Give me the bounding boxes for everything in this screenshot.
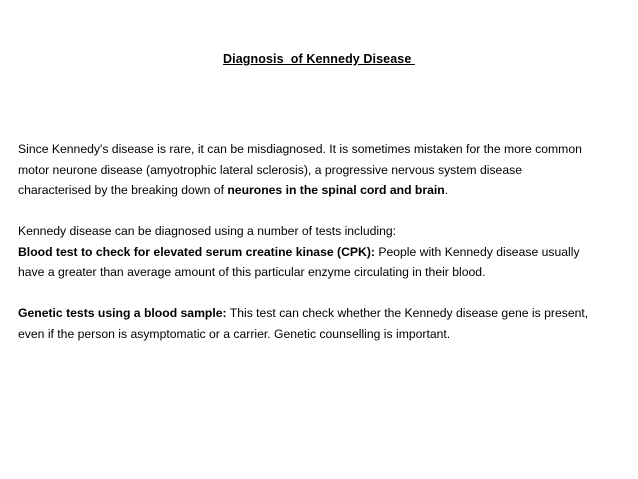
blood-test-line-1 [18, 242, 618, 263]
blood-test-text-1: People with Kennedy disease usually [374, 244, 580, 259]
intro-line-3-end: . [444, 183, 449, 197]
intro-line-2: motor neurone disease (amyotrophic lateral sclerosis), a progressive nervous system disease [18, 162, 522, 177]
page-title: Diagnosis of Kennedy Disease [223, 52, 415, 66]
paragraph-spacer [18, 201, 618, 222]
genetic-test-text-1: This test can check whether the Kennedy disease gene is present, [226, 306, 589, 320]
genetic-test-line-2: even if the person is asymptomatic or a carrier. Genetic counselling is important. [18, 326, 451, 341]
genetic-test-line-1 [18, 303, 618, 324]
intro-line-1: Since Kennedy's disease is rare, it can be misdiagnosed. It is sometimes mistaken for the more common [18, 142, 582, 156]
intro-paragraph [18, 139, 618, 201]
body-text [18, 139, 618, 344]
intro-line-3-start: characterised by the breaking down of [18, 183, 228, 197]
intro-line-3 [18, 180, 618, 201]
blood-test-line-2: have a greater than average amount of this particular enzyme circulating in their blood. [18, 265, 486, 279]
genetic-test-label: Genetic tests using a blood sample: [18, 306, 227, 320]
tests-paragraph [18, 221, 618, 283]
intro-emphasis: neurones in the spinal cord and brain [227, 183, 445, 197]
genetic-paragraph [18, 303, 618, 344]
paragraph-spacer [18, 283, 618, 304]
tests-intro-line: Kennedy disease can be diagnosed using a number of tests including: [18, 224, 397, 238]
blood-test-label: Blood test to check for elevated serum creatine kinase (CPK): [18, 244, 375, 259]
